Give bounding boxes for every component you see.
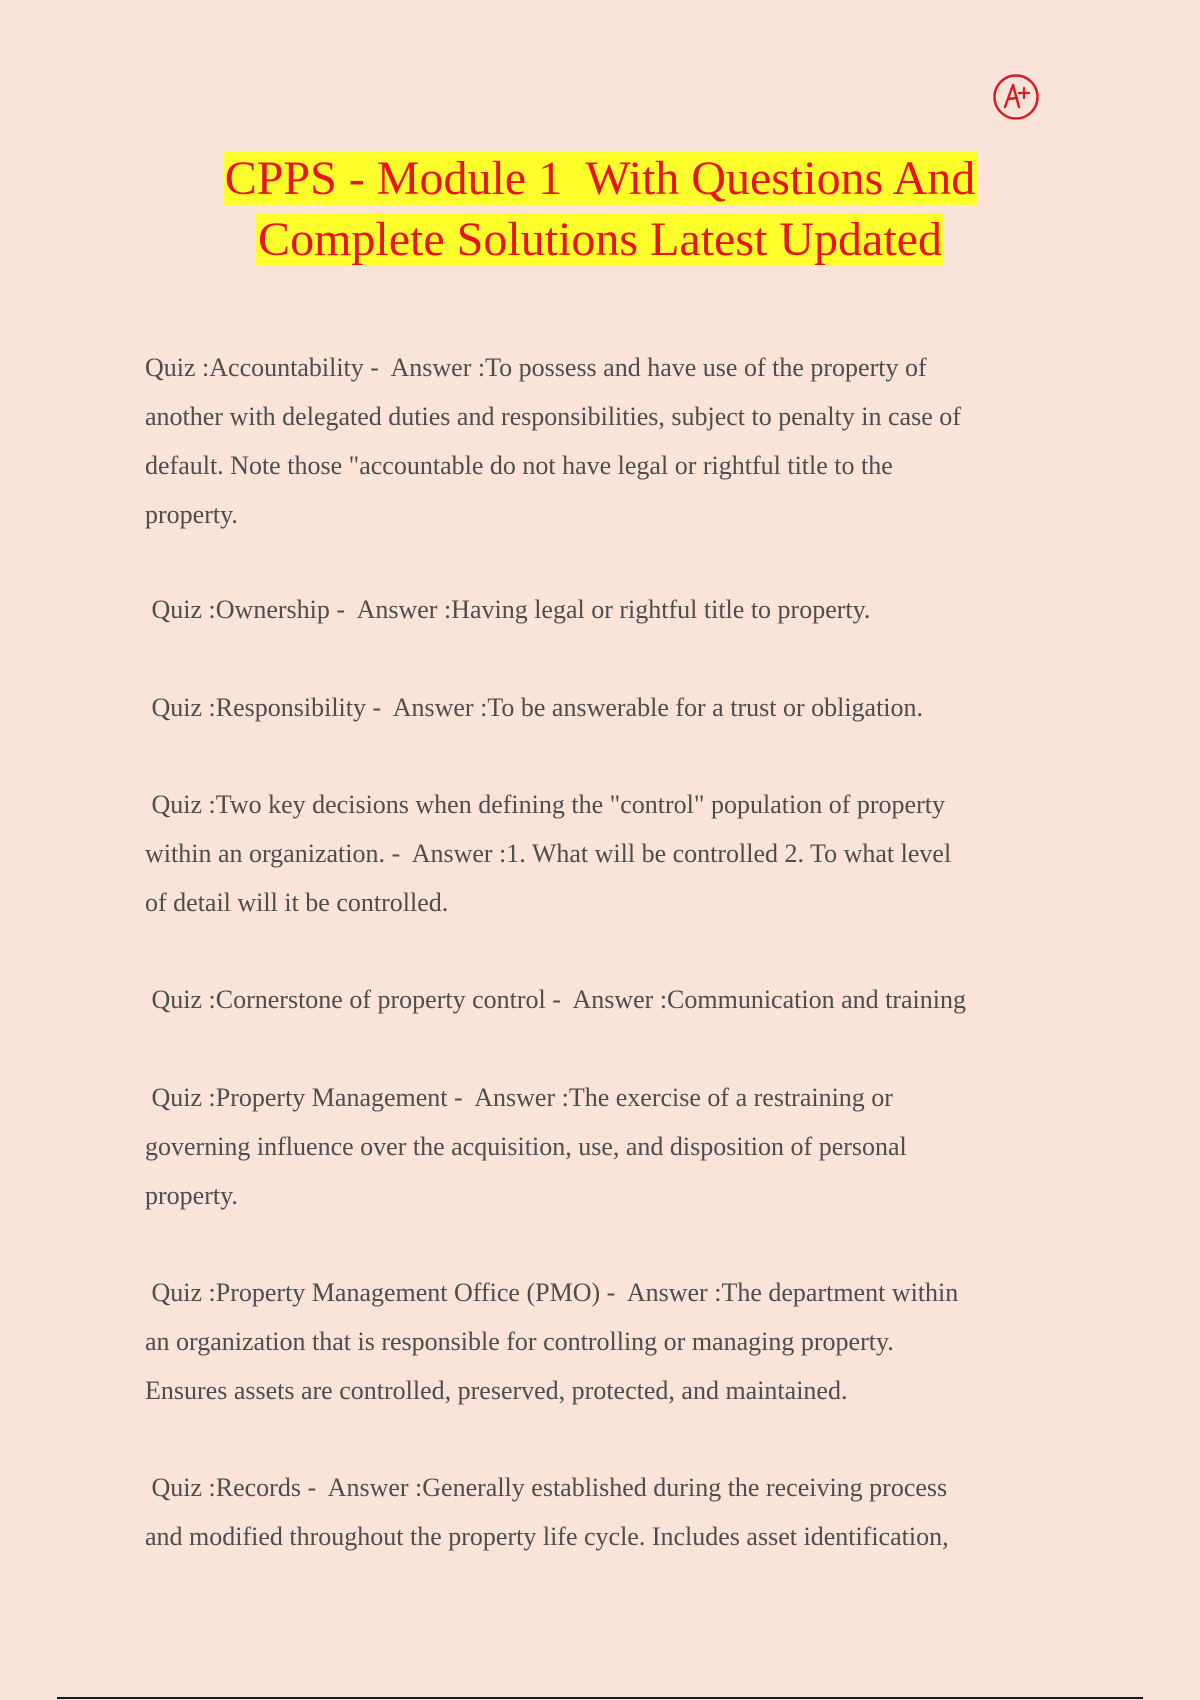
qa-text-line: Quiz :Ownership - Answer :Having legal or rightful title to property. xyxy=(145,595,871,624)
qa-text-line: Quiz :Accountability - Answer :To possess and have use of the property of xyxy=(145,353,927,382)
a-plus-grade-icon xyxy=(992,73,1040,121)
title-line-2: Complete Solutions Latest Updated xyxy=(258,213,942,266)
qa-text-line: Quiz :Property Management Office (PMO) - Answer :The department within xyxy=(145,1278,959,1307)
title-line-1: CPPS - Module 1 With Questions And xyxy=(224,152,976,205)
qa-text-line: of detail will it be controlled. xyxy=(145,888,449,917)
qa-item-pmo xyxy=(145,1268,958,1415)
document-title xyxy=(100,148,1100,270)
qa-item-cornerstone xyxy=(145,975,966,1024)
qa-text-line: property. xyxy=(145,500,238,529)
qa-text-line: an organization that is responsible for controlling or managing property. xyxy=(145,1327,894,1356)
qa-item-property-management xyxy=(145,1073,907,1220)
qa-text-line: Ensures assets are controlled, preserved, protected, and maintained. xyxy=(145,1376,848,1405)
qa-text-line: within an organization. - Answer :1. What will be controlled 2. To what level xyxy=(145,839,952,868)
qa-text-line: another with delegated duties and responsibilities, subject to penalty in case of xyxy=(145,402,961,431)
qa-text-line: Quiz :Property Management - Answer :The exercise of a restraining or xyxy=(145,1083,893,1112)
qa-item-accountability xyxy=(145,343,961,539)
qa-text-line: Quiz :Records - Answer :Generally established during the receiving process xyxy=(145,1473,948,1502)
qa-text-line: Quiz :Cornerstone of property control - Answer :Communication and training xyxy=(145,985,966,1014)
qa-text-line: governing influence over the acquisition, use, and disposition of personal xyxy=(145,1132,907,1161)
qa-text-line: and modified throughout the property life cycle. Includes asset identification, xyxy=(145,1522,949,1551)
qa-text-line: default. Note those "accountable do not have legal or rightful title to the xyxy=(145,451,893,480)
qa-text-line: Quiz :Two key decisions when defining the "control" population of property xyxy=(145,790,945,819)
qa-item-records xyxy=(145,1463,949,1561)
qa-text-line: property. xyxy=(145,1181,238,1210)
qa-text-line: Quiz :Responsibility - Answer :To be answerable for a trust or obligation. xyxy=(145,693,924,722)
page-bottom-divider xyxy=(57,1697,1143,1699)
qa-item-ownership xyxy=(145,585,870,634)
qa-item-responsibility xyxy=(145,683,923,732)
a-plus-grade-svg xyxy=(992,73,1040,121)
qa-item-control-population xyxy=(145,780,951,927)
